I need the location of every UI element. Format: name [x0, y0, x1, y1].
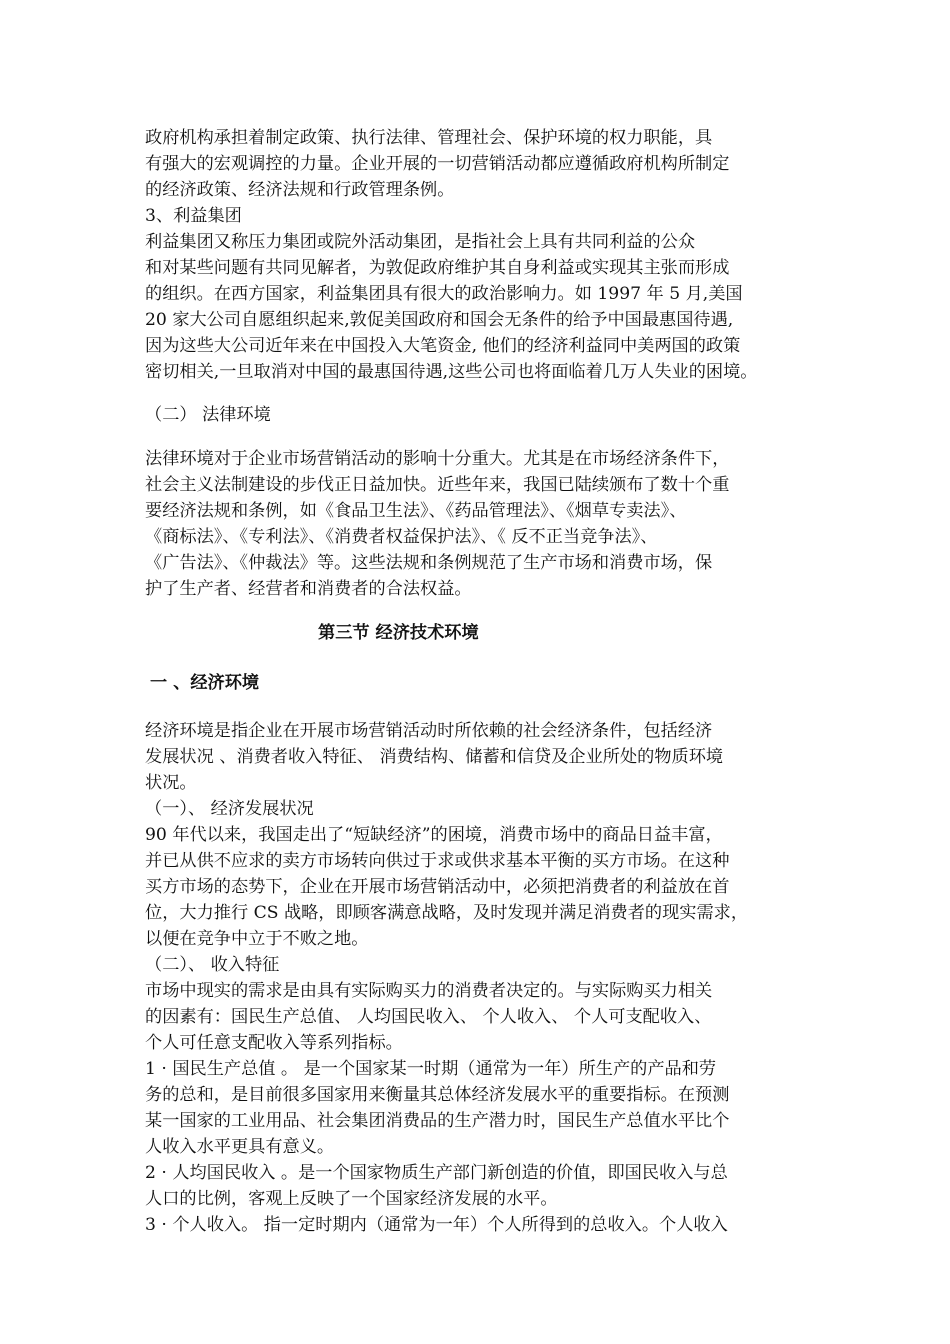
paragraph-line: 利益集团又称压力集团或院外活动集团，是指社会上具有共同利益的公众 — [145, 232, 696, 252]
paragraph-line: 务的总和，是目前很多国家用来衡量其总体经济发展水平的重要指标。在预测 — [145, 1085, 730, 1105]
paragraph-line: 《商标法》、《专利法》、《消费者权益保护法》、《 反不正当竞争法》、 — [145, 527, 658, 547]
paragraph-line: 90 年代以来，我国走出了“短缺经济”的困境，消费市场中的商品日益丰富， — [145, 825, 723, 845]
paragraph-line: 要经济法规和条例，如《食品卫生法》、《药品管理法》、《烟草专卖法》、 — [145, 501, 687, 521]
paragraph-line: 的组织。在西方国家，利益集团具有很大的政治影响力。如 1997 年 5 月,美国 — [145, 284, 743, 304]
subheading: （二）、 收入特征 — [145, 955, 280, 975]
paragraph-line: 密切相关,一旦取消对中国的最惠国待遇,这些公司也将面临着几万人失业的困境。 — [145, 362, 758, 382]
paragraph-line: 政府机构承担着制定政策、执行法律、管理社会、保护环境的权力职能，具 — [145, 128, 713, 148]
paragraph-line: 买方市场的态势下，企业在开展市场营销活动中，必须把消费者的利益放在首 — [145, 877, 730, 897]
paragraph-line: 20 家大公司自愿组织起来,敦促美国政府和国会无条件的给予中国最惠国待遇, — [145, 310, 734, 330]
paragraph-line: 的经济政策、经济法规和行政管理条例。 — [145, 180, 455, 200]
paragraph-line: 社会主义法制建设的步伐正日益加快。近些年来，我国已陆续颁布了数十个重 — [145, 475, 730, 495]
paragraph-line: 人口的比例，客观上反映了一个国家经济发展的水平。 — [145, 1189, 558, 1209]
subheading: （一）、 经济发展状况 — [145, 799, 314, 819]
paragraph-line: 2 · 人均国民收入 。是一个国家物质生产部门新创造的价值，即国民收入与总 — [145, 1163, 728, 1183]
paragraph-line: 1 · 国民生产总值 。 是一个国家某一时期（通常为一年）所生产的产品和劳 — [145, 1059, 717, 1079]
paragraph-line: 并已从供不应求的卖方市场转向供过于求或供求基本平衡的买方市场。在这种 — [145, 851, 730, 871]
paragraph-line: 以便在竞争中立于不败之地。 — [145, 929, 369, 949]
subheading: （二） 法律环境 — [145, 405, 271, 425]
paragraph-line: 法律环境对于企业市场营销活动的影响十分重大。尤其是在市场经济条件下， — [145, 449, 730, 469]
paragraph-line: 因为这些大公司近年来在中国投入大笔资金, 他们的经济利益同中美两国的政策 — [145, 336, 741, 356]
paragraph-line: 和对某些问题有共同见解者，为敦促政府维护其自身利益或实现其主张而形成 — [145, 258, 730, 278]
paragraph-line: 人收入水平更具有意义。 — [145, 1137, 335, 1157]
paragraph-line: 有强大的宏观调控的力量。企业开展的一切营销活动都应遵循政府机构所制定 — [145, 154, 730, 174]
paragraph-line: 《广告法》、《仲裁法》等。这些法规和条例规范了生产市场和消费市场，保 — [145, 553, 713, 573]
section-title: 第三节 经济技术环境 — [318, 623, 479, 643]
paragraph-line: 某一国家的工业用品、社会集团消费品的生产潜力时，国民生产总值水平比个 — [145, 1111, 730, 1131]
paragraph-line: 发展状况 、消费者收入特征、 消费结构、储蓄和信贷及企业所处的物质环境 — [145, 747, 724, 767]
paragraph-line: 3 · 个人收入。 指一定时期内（通常为一年）个人所得到的总收入。个人收入 — [145, 1215, 728, 1235]
paragraph-line: 市场中现实的需求是由具有实际购买力的消费者决定的。与实际购买力相关 — [145, 981, 713, 1001]
paragraph-line: 经济环境是指企业在开展市场营销活动时所依赖的社会经济条件，包括经济 — [145, 721, 713, 741]
paragraph-line: 状况。 — [145, 773, 197, 793]
paragraph-line: 的因素有：国民生产总值、 人均国民收入、 个人收入、 个人可支配收入、 — [145, 1007, 712, 1027]
heading: 一 、经济环境 — [150, 673, 260, 693]
subheading: 3、利益集团 — [145, 206, 242, 226]
paragraph-line: 位，大力推行 CS 战略，即顾客满意战略，及时发现并满足消费者的现实需求， — [145, 903, 749, 923]
paragraph-line: 护了生产者、经营者和消费者的合法权益。 — [145, 579, 472, 599]
paragraph-line: 个人可任意支配收入等系列指标。 — [145, 1033, 403, 1053]
